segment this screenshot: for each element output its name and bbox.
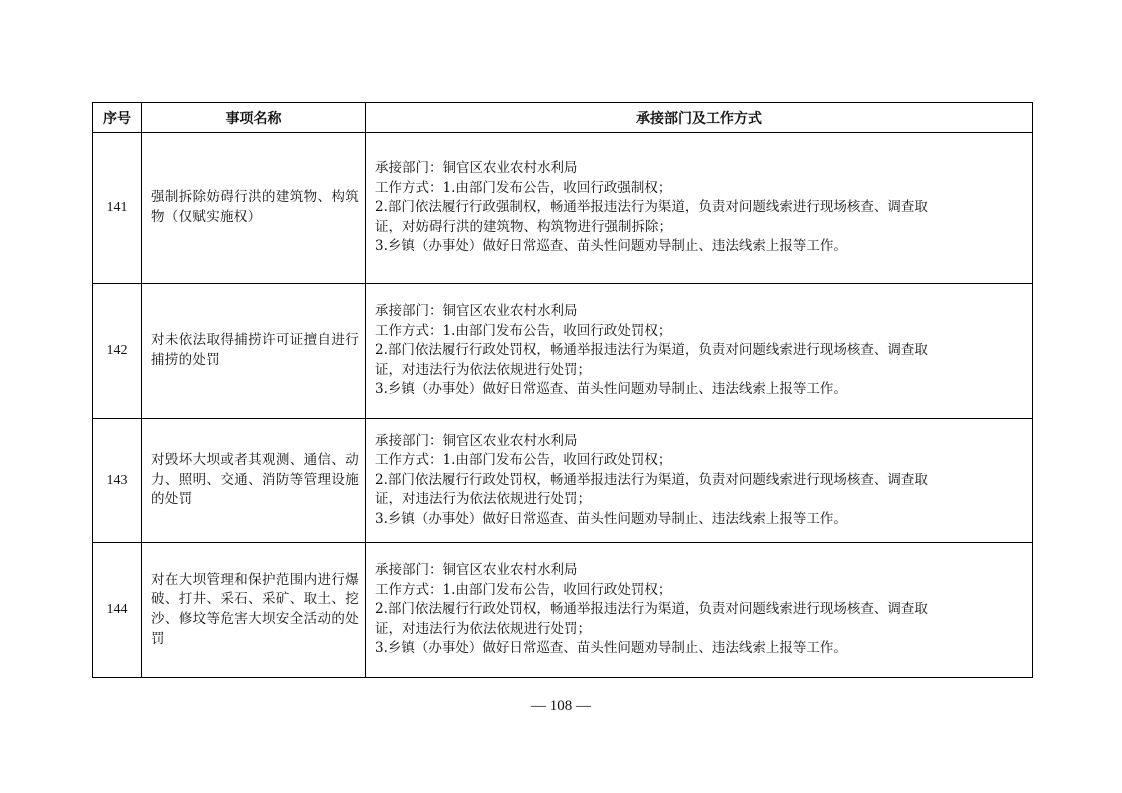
header-department-method: 承接部门及工作方式 (366, 103, 1033, 133)
row-item-name: 对毁坏大坝或者其观测、通信、动力、照明、交通、消防等管理设施的处罚 (142, 419, 366, 543)
row-serial: 143 (93, 419, 142, 543)
detail-line: 承接部门：铜官区农业农村水利局 (375, 303, 578, 320)
row-serial: 142 (93, 284, 142, 419)
row-detail (366, 419, 1033, 543)
detail-line: 证，对违法行为依法依规进行处罚； (375, 491, 591, 508)
detail-line: 2.部门依法履行行政处罚权，畅通举报违法行为渠道，负责对问题线索进行现场核查、调查取 (375, 601, 928, 618)
detail-line: 3.乡镇（办事处）做好日常巡查、苗头性问题劝导制止、违法线索上报等工作。 (375, 238, 847, 255)
table-row (93, 133, 1033, 284)
row-serial: 141 (93, 133, 142, 284)
row-detail (366, 543, 1033, 678)
row-item-name: 对在大坝管理和保护范围内进行爆破、打井、采石、采矿、取土、挖沙、修坟等危害大坝安全活动的处罚 (142, 543, 366, 678)
row-serial: 144 (93, 543, 142, 678)
row-item-name: 强制拆除妨碍行洪的建筑物、构筑物（仅赋实施权） (142, 133, 366, 284)
detail-line: 2.部门依法履行行政处罚权，畅通举报违法行为渠道，负责对问题线索进行现场核查、调查取 (375, 342, 928, 359)
table-row (93, 419, 1033, 543)
detail-line: 3.乡镇（办事处）做好日常巡查、苗头性问题劝导制止、违法线索上报等工作。 (375, 510, 847, 527)
table-row (93, 543, 1033, 678)
detail-line: 2.部门依法履行行政处罚权，畅通举报违法行为渠道，负责对问题线索进行现场核查、调查取 (375, 471, 928, 488)
header-item-name: 事项名称 (142, 103, 366, 133)
row-item-name: 对未依法取得捕捞许可证擅自进行捕捞的处罚 (142, 284, 366, 419)
detail-line: 工作方式：1.由部门发布公告，收回行政处罚权； (375, 581, 672, 598)
detail-line: 3.乡镇（办事处）做好日常巡查、苗头性问题劝导制止、违法线索上报等工作。 (375, 381, 847, 398)
row-detail (366, 133, 1033, 284)
detail-line: 承接部门：铜官区农业农村水利局 (375, 432, 578, 449)
detail-line: 承接部门：铜官区农业农村水利局 (375, 562, 578, 579)
matters-table (92, 102, 1033, 678)
detail-line: 工作方式：1.由部门发布公告，收回行政处罚权； (375, 452, 672, 469)
row-detail (366, 284, 1033, 419)
header-serial: 序号 (93, 103, 142, 133)
detail-line: 证，对违法行为依法依规进行处罚； (375, 620, 591, 637)
detail-line: 3.乡镇（办事处）做好日常巡查、苗头性问题劝导制止、违法线索上报等工作。 (375, 640, 847, 657)
header-row (93, 103, 1033, 133)
page-number: — 108 — (531, 698, 591, 714)
table-row (93, 284, 1033, 419)
detail-line: 工作方式：1.由部门发布公告，收回行政处罚权； (375, 322, 672, 339)
detail-line: 证，对违法行为依法依规进行处罚； (375, 361, 591, 378)
detail-line: 证，对妨碍行洪的建筑物、构筑物进行强制拆除； (375, 218, 672, 235)
detail-line: 工作方式：1.由部门发布公告，收回行政强制权； (375, 179, 672, 196)
detail-line: 2.部门依法履行行政强制权，畅通举报违法行为渠道，负责对问题线索进行现场核查、调查取 (375, 199, 928, 216)
detail-line: 承接部门：铜官区农业农村水利局 (375, 160, 578, 177)
